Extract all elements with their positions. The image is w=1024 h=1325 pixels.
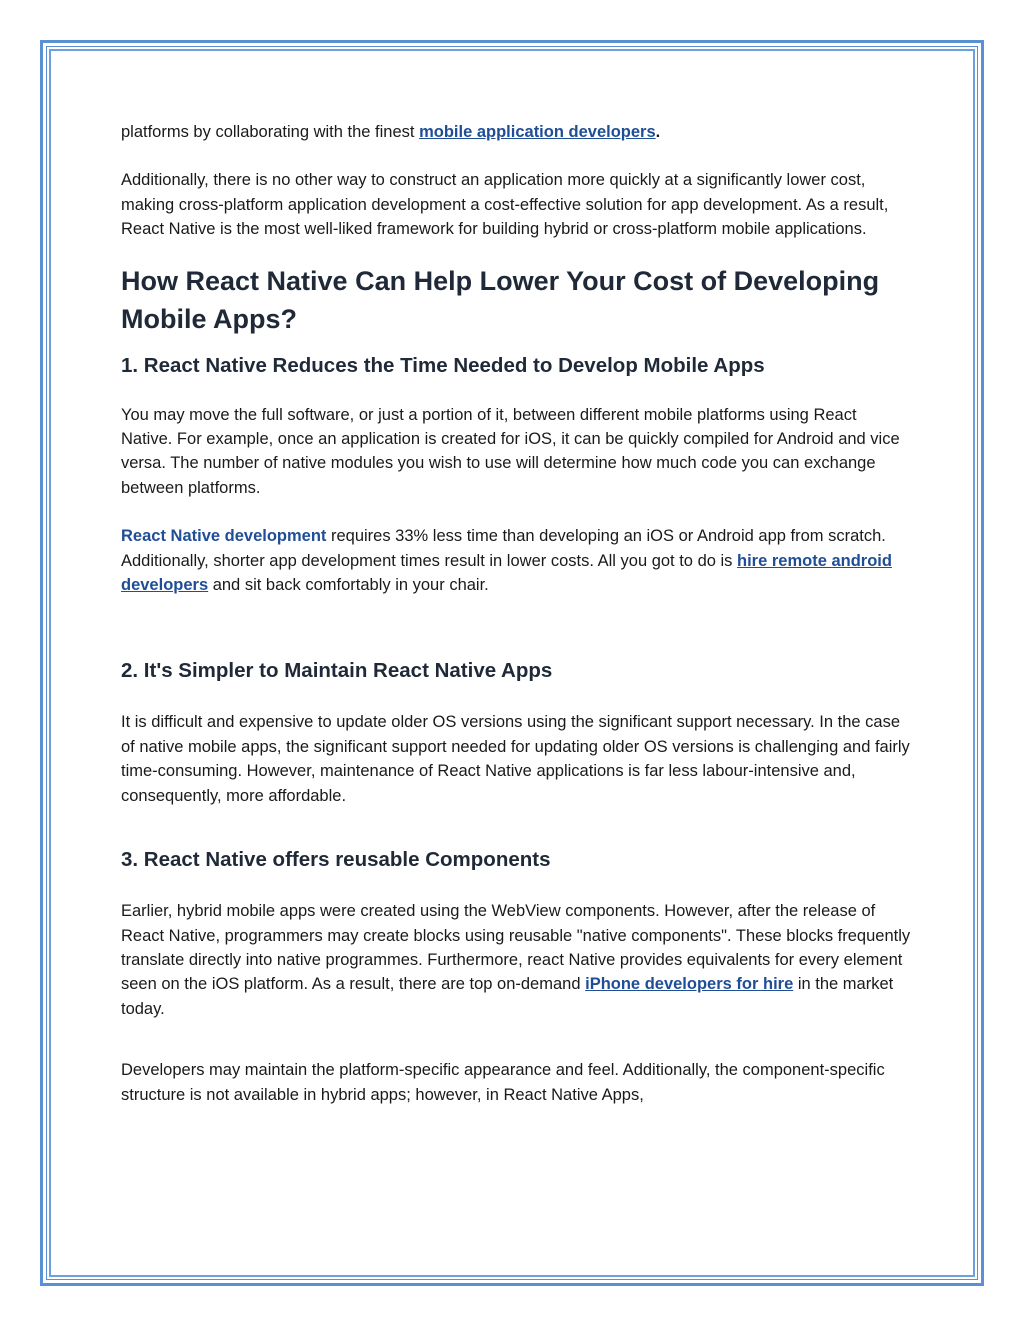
section-3-paragraph-1: [121, 899, 911, 1021]
section-1-text-2: and sit back comfortably in your chair.: [208, 576, 489, 595]
intro-paragraph-2: Additionally, there is no other way to construct an application more quickly at a significantly lower cost, making cross-platform application development a cost-effective solution for app development. As a result, React Native is the most well-liked framework for building hybrid or cross-platform mobile applications.: [121, 171, 889, 239]
intro-paragraph-1: [121, 120, 911, 144]
hire-android-developers-link[interactable]: hire remote android developers: [121, 551, 892, 595]
section-2-heading: 2. It's Simpler to Maintain React Native Apps: [121, 659, 553, 683]
mobile-app-developers-link[interactable]: mobile application developers: [419, 123, 656, 141]
react-native-development-link[interactable]: React Native development: [121, 527, 327, 546]
section-3-text-end: in the market today.: [121, 975, 894, 1018]
iphone-developers-link[interactable]: iPhone developers for hire: [585, 975, 794, 994]
intro-end: .: [655, 123, 661, 141]
intro-text: platforms by collaborating with the finest: [121, 123, 420, 141]
section-3-paragraph-2: Developers may maintain the platform-specific appearance and feel. Additionally, the component-specific structure is not available in hybrid apps; however, in React Native Apps,: [121, 1061, 885, 1104]
section-1-text-1: requires 33% less time than developing an iOS or Android app from scratch. Additionally, shorter app development times result in lower costs. All you got to do is: [121, 527, 886, 570]
main-heading: How React Native Can Help Lower Your Cost of Developing Mobile Apps?: [121, 265, 880, 334]
section-3-heading: 3. React Native offers reusable Components: [121, 848, 551, 872]
document-body: [121, 120, 911, 1107]
section-2-paragraph-1: It is difficult and expensive to update older OS versions using the significant support necessary. In the case of native mobile apps, the significant support needed for updating older OS versions is challenging and fairly time-consuming. However, maintenance of React Native applications is far less labour-intensive and, consequently, more affordable.: [121, 713, 910, 805]
section-3-text: Earlier, hybrid mobile apps were created using the WebView components. However, after the release of React Native, programmers may create blocks using reusable "native components". These blocks frequently translate directly into native programmes. Furthermore, react Native provides equivalents for every element seen on the iOS platform. As a result, there are top on-demand: [121, 902, 911, 994]
section-1-paragraph-2: [121, 524, 911, 597]
section-1-heading: 1. React Native Reduces the Time Needed to Develop Mobile Apps: [121, 353, 765, 377]
section-1-paragraph-1: You may move the full software, or just a portion of it, between different mobile platforms using React Native. For example, once an application is created for iOS, it can be quickly compiled for Android and vice versa. The number of native modules you wish to use will determine how much code you can exchange between platforms.: [121, 405, 900, 497]
